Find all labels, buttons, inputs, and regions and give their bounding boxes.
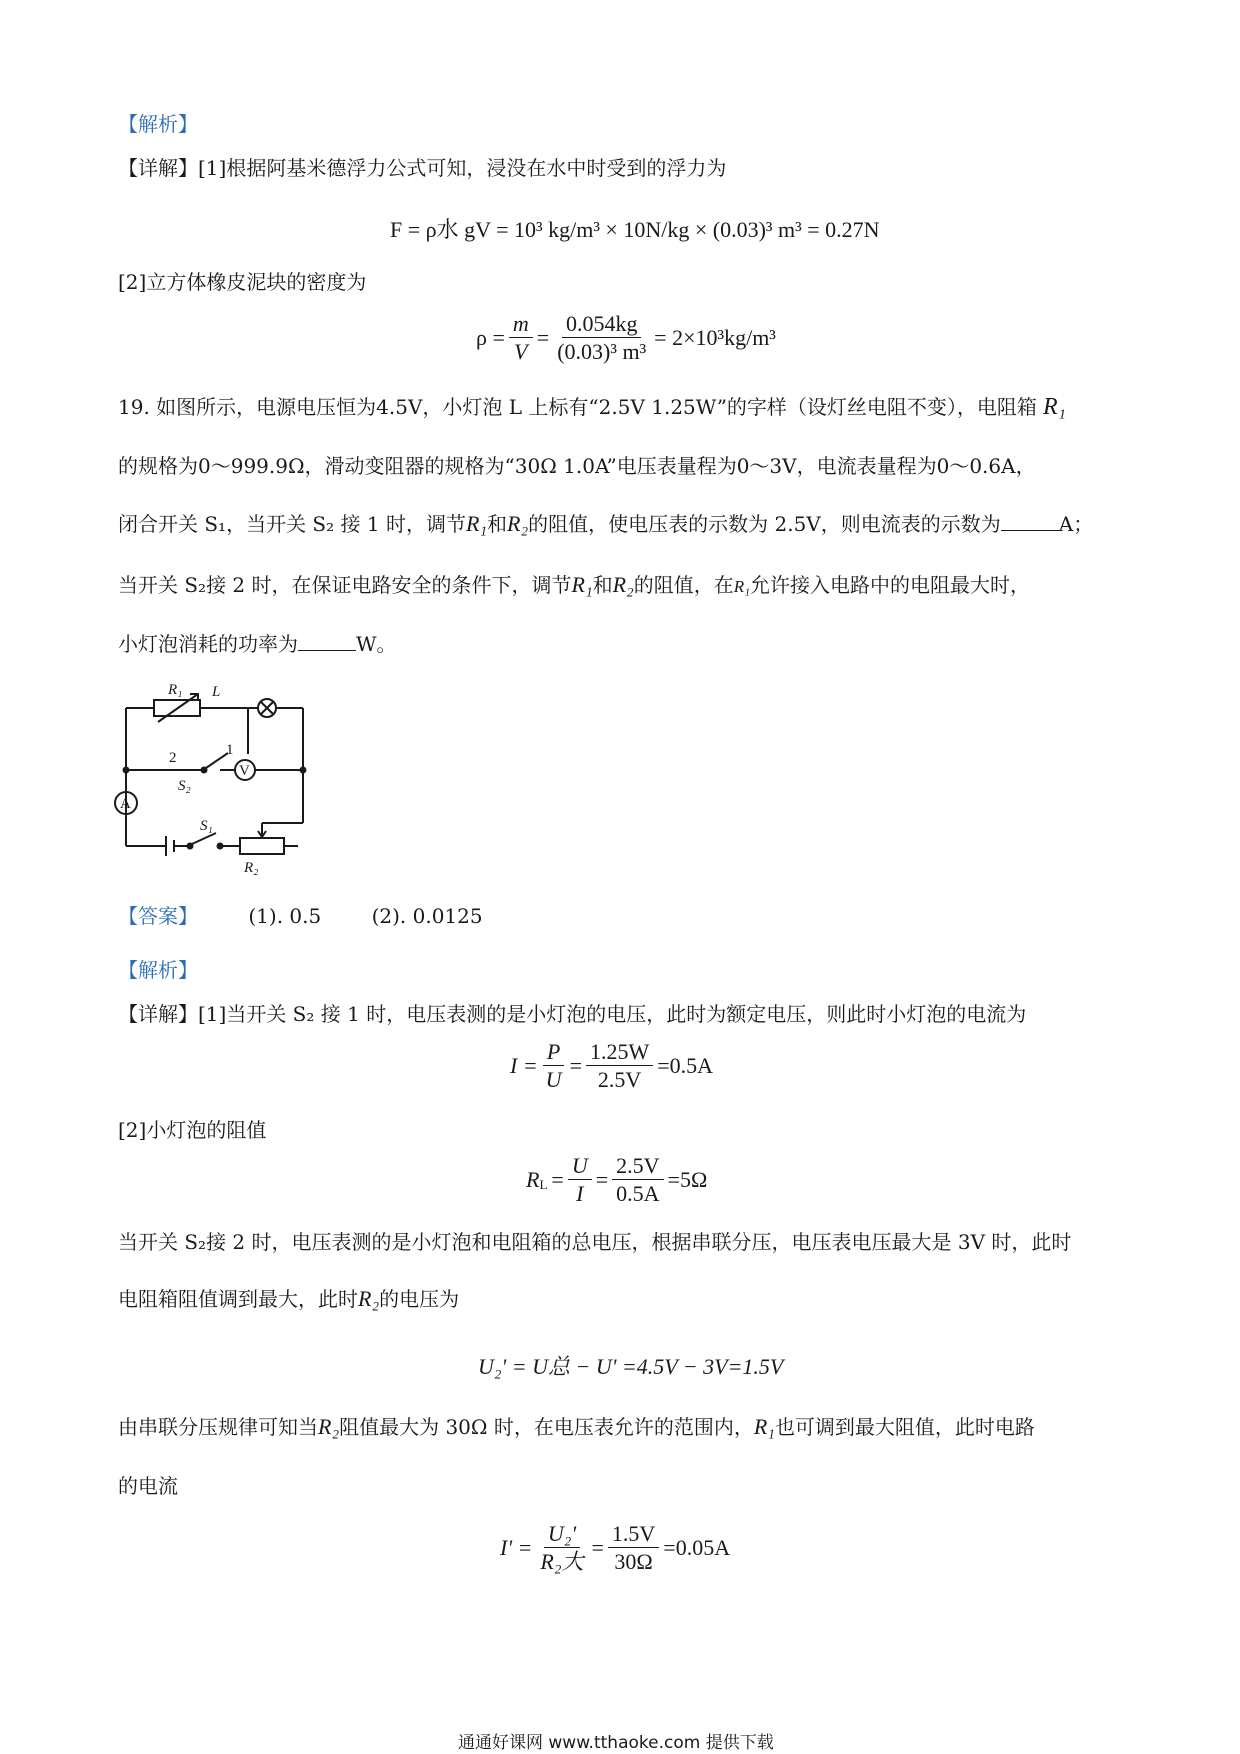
q19-text: W。 bbox=[356, 632, 397, 656]
final-current-equation: I' = $\frac{\text{U₂'}}{\text{R₂大}}$ = $\frac{1.5V}{30\Omega}$ =0.05A bbox=[500, 1521, 731, 1575]
s2-blade bbox=[206, 753, 228, 768]
q19-text: 当开关 S₂接 2 时，在保证电路安全的条件下，调节 bbox=[118, 573, 572, 597]
paragraph-3-line-2 bbox=[118, 1288, 459, 1310]
paragraph-3-line-1: 当开关 S₂接 2 时，电压表测的是小灯泡和电阻箱的总电压，根据串联分压，电压表电压最大是 3V 时，此时 bbox=[118, 1230, 1072, 1254]
detail-text-2: [1]当开关 S₂ 接 1 时，电压表测的是小灯泡的电压，此时为额定电压，则此时小灯泡的电流为 bbox=[198, 1002, 1027, 1026]
frac-num: U₂' bbox=[544, 1522, 580, 1548]
label-r1: R₁ bbox=[168, 682, 183, 698]
var-r1: R₁ bbox=[1042, 394, 1066, 420]
page-footer: 通通好课网 www.tthaoke.com 提供下载 bbox=[458, 1733, 774, 1753]
analysis-tag: 【解析】 bbox=[118, 112, 198, 136]
s1-blade bbox=[192, 833, 216, 844]
q19-text: 小灯泡消耗的功率为 bbox=[118, 632, 298, 656]
frac-num: U bbox=[568, 1154, 592, 1180]
q19-text: A； bbox=[1058, 512, 1094, 536]
q19-line-4 bbox=[118, 574, 1030, 596]
answer-blank-2 bbox=[298, 632, 356, 651]
eq-right: =5Ω bbox=[667, 1166, 708, 1192]
eq-fraction-pu bbox=[542, 1040, 566, 1091]
eq-fraction-values bbox=[586, 1040, 653, 1091]
p3-text: 电阻箱阻值调到最大，此时 bbox=[118, 1287, 358, 1311]
q19-text: 和 bbox=[487, 512, 508, 536]
frac-den: I bbox=[576, 1181, 584, 1207]
eq-right: =0.5A bbox=[657, 1052, 714, 1078]
answer-line bbox=[118, 906, 483, 926]
eq-sub: L bbox=[539, 1176, 548, 1192]
resistance-equation: R $_L$ = $\frac{U}{I}$ = $\frac{2.5V}{0.5A}$ =5Ω bbox=[526, 1153, 708, 1207]
answer-2: (2). 0.0125 bbox=[371, 904, 483, 928]
density-fraction-2 bbox=[553, 312, 650, 363]
analysis-tag-2: 【解析】 bbox=[118, 958, 198, 982]
density-eq-left: ρ = bbox=[476, 324, 505, 350]
answer-tag: 【答案】 bbox=[118, 904, 198, 928]
label-contact-2: 2 bbox=[169, 750, 177, 766]
q19-text: 的阻值，使电压表的示数为 2.5V，则电流表的示数为 bbox=[528, 512, 1001, 536]
eq-right: =0.05A bbox=[663, 1534, 731, 1560]
r2-box bbox=[240, 838, 284, 854]
var-r2: R₂ bbox=[358, 1286, 380, 1311]
label-s2: S₂ bbox=[178, 778, 191, 794]
frac-num: 1.25W bbox=[586, 1040, 653, 1066]
detail-line-2 bbox=[118, 1004, 1026, 1024]
var-r2: R₂ bbox=[507, 511, 529, 536]
frac-den: 2.5V bbox=[597, 1067, 642, 1093]
frac-den: R₂大 bbox=[540, 1549, 584, 1575]
frac-den: 30Ω bbox=[614, 1549, 653, 1575]
detail-tag-2: 【详解】 bbox=[118, 1002, 198, 1026]
var-r1: R₁ bbox=[571, 572, 593, 597]
p4-text: 由串联分压规律可知当 bbox=[118, 1415, 318, 1439]
frac-den: (0.03)³ m³ bbox=[557, 339, 647, 365]
detail-line-1 bbox=[118, 158, 726, 178]
var-r1: R₁ bbox=[733, 577, 750, 596]
q19-text: 和 bbox=[592, 573, 613, 597]
answer-blank-1 bbox=[1001, 512, 1059, 531]
density-intro: [2]立方体橡皮泥块的密度为 bbox=[118, 270, 367, 294]
paragraph-4-line-1 bbox=[118, 1416, 1035, 1438]
var-r1: R₁ bbox=[753, 1414, 775, 1439]
label-s1: S₁ bbox=[200, 818, 213, 834]
voltage-equation: U₂' = U总 − U' =4.5V − 3V=1.5V bbox=[478, 1354, 784, 1379]
frac-num: 2.5V bbox=[612, 1154, 663, 1180]
frac-num: P bbox=[543, 1040, 564, 1066]
eq-fraction-values bbox=[608, 1522, 659, 1573]
eq-left: I' = bbox=[500, 1534, 533, 1560]
q19-line-2: 的规格为0～999.9Ω，滑动变阻器的规格为“30Ω 1.0A”电压表量程为0～3V，电流表量程为0～0.6A， bbox=[118, 454, 1036, 478]
detail-text: [1]根据阿基米德浮力公式可知，浸没在水中时受到的浮力为 bbox=[198, 156, 727, 180]
density-fraction-1 bbox=[509, 312, 533, 363]
frac-den: 0.5A bbox=[616, 1181, 660, 1207]
frac-num: 1.5V bbox=[608, 1522, 659, 1548]
q19-text: 允许接入电路中的电阻最大时， bbox=[750, 573, 1030, 597]
eq-fraction-ui bbox=[568, 1154, 592, 1205]
q19-line-5 bbox=[118, 632, 397, 654]
answer-1: (1). 0.5 bbox=[248, 904, 322, 928]
p3-text: 的电压为 bbox=[379, 1287, 460, 1311]
current-equation: I = $\frac{P}{U}$ = $\frac{1.25W}{2.5V}$ =0.5A bbox=[510, 1039, 714, 1093]
label-lamp: L bbox=[212, 684, 221, 700]
lamp-resistance-intro: [2]小灯泡的阻值 bbox=[118, 1118, 267, 1142]
frac-num: m bbox=[509, 312, 533, 338]
var-r2: R₂ bbox=[318, 1414, 340, 1439]
frac-den: U bbox=[545, 1067, 562, 1093]
var-r2: R₂ bbox=[612, 572, 634, 597]
paragraph-4-line-2: 的电流 bbox=[118, 1474, 178, 1498]
eq-left: I = bbox=[510, 1052, 538, 1078]
density-eq-right: = 2×10³kg/m³ bbox=[654, 324, 776, 350]
r1-arrow bbox=[158, 694, 198, 722]
eq-fraction-ur bbox=[536, 1522, 587, 1573]
label-r2: R₂ bbox=[244, 860, 259, 876]
q19-text: 的阻值，在 bbox=[633, 573, 734, 597]
frac-den: V bbox=[514, 339, 528, 365]
label-ammeter: A bbox=[120, 796, 131, 812]
eq-left: R bbox=[526, 1166, 540, 1192]
detail-tag: 【详解】 bbox=[118, 156, 198, 180]
p4-text: 也可调到最大阻值，此时电路 bbox=[774, 1415, 1035, 1439]
var-r1: R₁ bbox=[465, 511, 488, 536]
density-equation: ρ = $\frac{m}{V}$ = $\frac{0.054kg}{\text{(0.03)³ m³}}$ = 2×10³kg/m³ bbox=[476, 311, 776, 365]
p4-text: 阻值最大为 30Ω 时，在电压表允许的范围内， bbox=[339, 1415, 754, 1439]
eq-fraction-values bbox=[612, 1154, 663, 1205]
q19-line-1 bbox=[118, 395, 1066, 419]
buoyancy-equation: F = ρ水 gV = 10³ kg/m³ × 10N/kg × (0.03)³ m³ = 0.27N bbox=[390, 217, 880, 242]
q19-text: 闭合开关 S₁，当开关 S₂ 接 1 时，调节 bbox=[118, 512, 466, 536]
circuit-diagram bbox=[108, 678, 318, 878]
q19-text: 19. 如图所示，电源电压恒为4.5V，小灯泡 L 上标有“2.5V 1.25W”的字样（设灯丝电阻不变），电阻箱 bbox=[118, 395, 1037, 419]
label-contact-1: 1 bbox=[226, 742, 234, 758]
label-voltmeter: V bbox=[239, 763, 250, 779]
q19-line-3 bbox=[118, 512, 1093, 535]
frac-num: 0.054kg bbox=[562, 312, 642, 338]
